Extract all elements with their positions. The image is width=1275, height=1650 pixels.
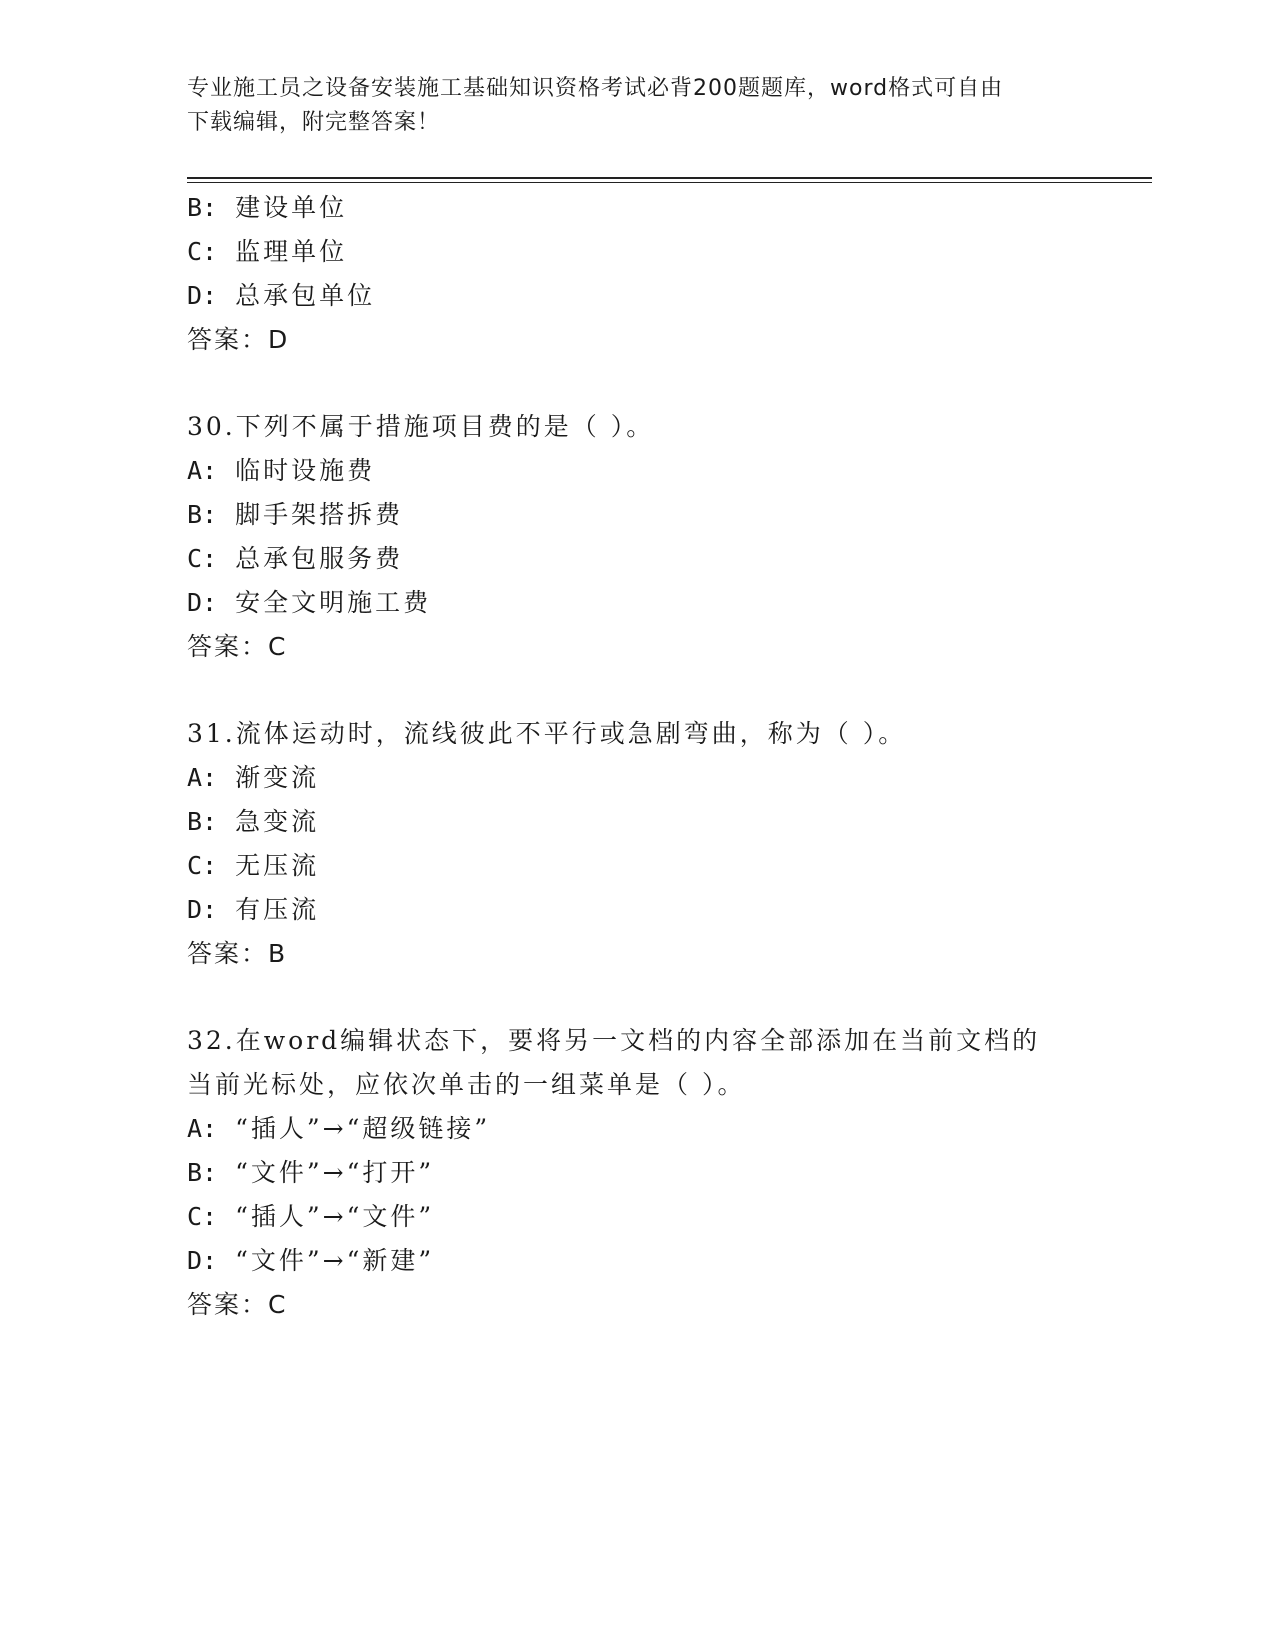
- option-letter: D:: [187, 588, 218, 617]
- option-text: 有压流: [235, 895, 320, 924]
- option-letter: D:: [187, 281, 218, 310]
- q32-option-d: [187, 1245, 434, 1277]
- option-text: “插人”→“超级链接”: [235, 1114, 491, 1143]
- q31-option-b: [187, 806, 319, 838]
- option-text: “插人”→“文件”: [235, 1202, 435, 1231]
- option-letter: C:: [187, 851, 218, 880]
- q29-option-b: [187, 192, 347, 224]
- option-text: “文件”→“打开”: [235, 1158, 435, 1187]
- q30-question: 30.下列不属于措施项目费的是（ ）。: [187, 412, 655, 441]
- q30-answer: 答案：C: [187, 632, 288, 661]
- q29-option-d: [187, 280, 375, 312]
- q29-answer: 答案：D: [187, 325, 290, 354]
- option-letter: A:: [187, 456, 218, 485]
- q29-option-c: [187, 236, 347, 268]
- q30-option-c: [187, 543, 403, 575]
- option-letter: C:: [187, 237, 218, 266]
- option-letter: B:: [187, 500, 218, 529]
- q32-option-b: [187, 1157, 434, 1189]
- q31-answer: 答案：B: [187, 939, 288, 968]
- q32-option-a: [187, 1113, 490, 1145]
- option-letter: C:: [187, 544, 218, 573]
- option-letter: D:: [187, 1246, 218, 1275]
- option-letter: B:: [187, 1158, 218, 1187]
- q30-option-d: [187, 587, 431, 619]
- option-letter: D:: [187, 895, 218, 924]
- q31-option-c: [187, 850, 319, 882]
- document-header: [187, 72, 1067, 140]
- q32-question-line-2: 当前光标处，应依次单击的一组菜单是（ ）。: [187, 1070, 746, 1099]
- option-text: 安全文明施工费: [235, 588, 432, 617]
- q32-answer: 答案：C: [187, 1290, 288, 1319]
- option-letter: B:: [187, 807, 218, 836]
- option-letter: B:: [187, 193, 218, 222]
- q30-option-a: [187, 455, 375, 487]
- header-divider-thick: [187, 177, 1152, 179]
- header-line-2: 下载编辑，附完整答案！: [187, 110, 441, 135]
- option-text: 总承包单位: [235, 281, 376, 310]
- option-text: 总承包服务费: [235, 544, 404, 573]
- option-text: 临时设施费: [235, 456, 376, 485]
- option-text: 建设单位: [235, 193, 348, 222]
- option-text: 急变流: [235, 807, 320, 836]
- option-text: 渐变流: [235, 763, 320, 792]
- q32-question-line-1: 32.在word编辑状态下，要将另一文档的内容全部添加在当前文档的: [187, 1026, 1041, 1055]
- q30-option-b: [187, 499, 403, 531]
- option-letter: C:: [187, 1202, 218, 1231]
- option-letter: A:: [187, 1114, 218, 1143]
- q31-option-d: [187, 894, 319, 926]
- q32-option-c: [187, 1201, 434, 1233]
- option-letter: A:: [187, 763, 218, 792]
- option-text: 脚手架搭拆费: [235, 500, 404, 529]
- option-text: 无压流: [235, 851, 320, 880]
- header-divider-thin: [187, 182, 1152, 183]
- header-line-1: 专业施工员之设备安装施工基础知识资格考试必背200题题库，word格式可自由: [187, 76, 1004, 101]
- q31-option-a: [187, 762, 319, 794]
- q31-question: 31.流体运动时，流线彼此不平行或急剧弯曲，称为（ ）。: [187, 719, 907, 748]
- option-text: 监理单位: [235, 237, 348, 266]
- option-text: “文件”→“新建”: [235, 1246, 435, 1275]
